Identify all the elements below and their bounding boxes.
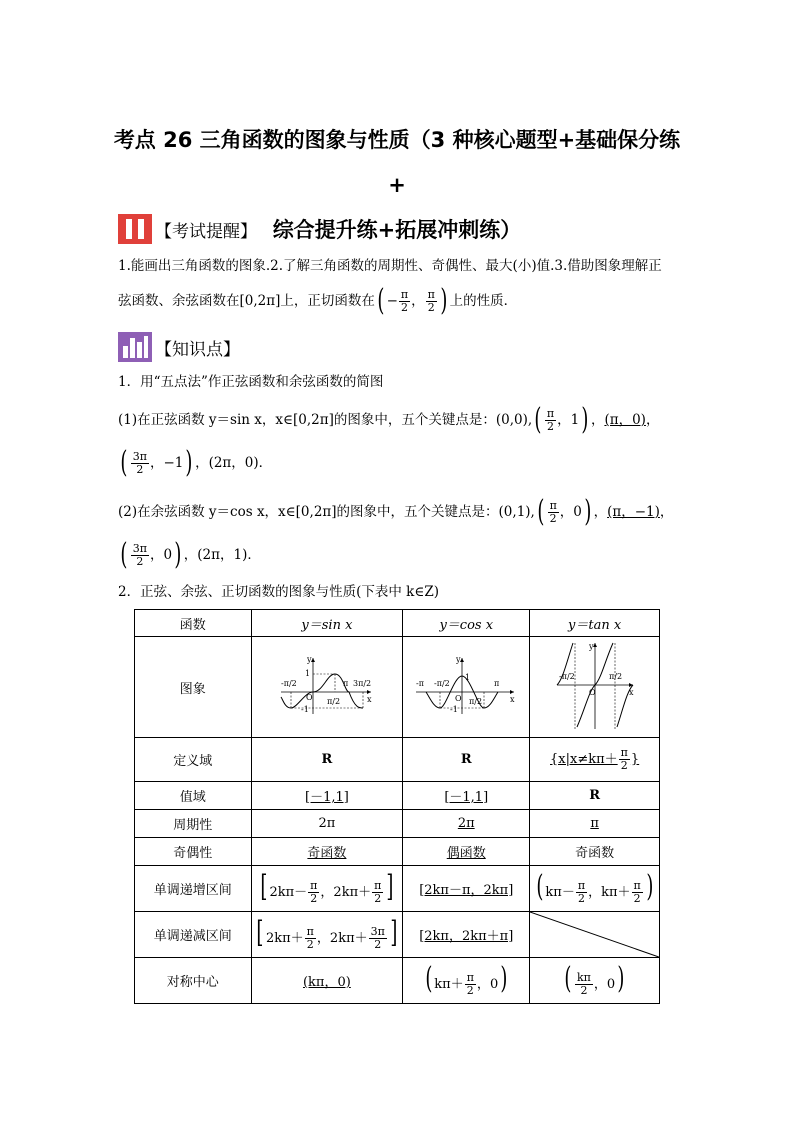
svg-text:x: x	[628, 688, 634, 697]
svg-text:π: π	[342, 679, 349, 688]
tan-increasing-cell: ( kπ－ $\frac{\pi}{2}$ ，kπ＋ $\frac{\pi}{2}$ )	[530, 866, 660, 912]
svg-text:-π/2: -π/2	[434, 679, 450, 688]
tan-symmetry-cell: ( $\frac{k\pi}{2}$ ，0)	[530, 958, 660, 1004]
knowledge-item-1: 1．用“五点法”作正弦函数和余弦函数的简图	[118, 374, 384, 390]
table-row-period: 周期性 2π 2π π	[135, 810, 660, 838]
tan-domain-cell: {x|x≠kπ＋ $\frac{\pi}{2}$ }	[530, 738, 660, 782]
sin-key-points-line-2: ( $\frac{3\pi}{2}$ ， −1 ) ，(2π，0)．	[120, 445, 273, 480]
svg-text:O: O	[588, 688, 596, 697]
header-cell-cos: y＝cos x	[403, 610, 530, 637]
title-line-1: 考点 26 三角函数的图象与性质（3 种核心题型+基础保分练+	[113, 128, 681, 197]
pause-bars-icon	[118, 214, 152, 244]
svg-text:π: π	[494, 679, 500, 688]
diagonal-line	[530, 912, 659, 957]
sin-decreasing-cell: [ 2kπ＋ $\frac{\pi}{2}$ ，2kπ＋ $\frac{3\pi}{2}$ ]	[251, 912, 403, 958]
title-line-2: 综合提升练+拓展冲刺练）	[272, 218, 522, 242]
header-cell-tan: y＝tan x	[530, 610, 660, 637]
svg-text:-π: -π	[416, 679, 425, 688]
svg-text:-π/2: -π/2	[558, 672, 575, 681]
cos-graph-cell	[403, 637, 530, 738]
graph-row-label: 图象	[135, 637, 252, 738]
table-row-symmetry: 对称中心 (kπ，0) ( kπ＋ $\frac{\pi}{2}$ ，0) ( $\frac{k\pi}{2}$ ，0)	[135, 958, 660, 1004]
sin-graph	[277, 652, 377, 718]
svg-text:π/2: π/2	[608, 672, 622, 681]
svg-text:x: x	[510, 695, 515, 704]
cos-key-points-line-2: ( $\frac{3\pi}{2}$ ， 0 ) ，(2π，1)．	[120, 537, 261, 572]
cos-graph	[414, 652, 518, 718]
svg-text:x: x	[366, 695, 372, 704]
svg-text:-1: -1	[300, 705, 309, 714]
table-header-row	[135, 610, 660, 637]
knowledge-item-2: 2．正弦、余弦、正切函数的图象与性质(下表中 k∈Z)	[118, 584, 439, 600]
header-cell-function: 函数	[135, 610, 252, 637]
svg-text:y: y	[588, 642, 594, 651]
table-row-increasing: 单调递增区间 [ 2kπ－ $\frac{\pi}{2}$ ，2kπ＋ $\frac{\pi}{2}$ ] [2kπ－π，2kπ] ( kπ－ $\frac{\pi}{2}$ ，kπ＋ $\frac{\pi}{2}$ )	[135, 866, 660, 912]
svg-text:1: 1	[304, 669, 310, 678]
exam-reminder-line-1: 1.能画出三角函数的图象.2.了解三角函数的周期性、奇偶性、最大(小)值.3.借助图象理解正	[118, 258, 662, 274]
svg-text:y: y	[456, 655, 461, 664]
exam-reminder-line-2: 弦函数、余弦函数在[0,2π]上，正切函数在 ( − $\frac{\pi}{2}$ ， $\frac{\pi}{2}$ ) 上的性质．	[118, 283, 518, 318]
svg-text:3π/2: 3π/2	[352, 679, 372, 688]
empty-diagonal-cell	[530, 912, 660, 958]
sin-graph-cell	[251, 637, 403, 738]
bar-chart-icon	[118, 332, 152, 362]
svg-text:-1: -1	[450, 705, 459, 714]
cos-symmetry-cell: ( kπ＋ $\frac{\pi}{2}$ ，0)	[403, 958, 530, 1004]
svg-text:π/2: π/2	[469, 697, 483, 706]
knowledge-header	[118, 332, 240, 362]
table-row-domain: 定义域 R R {x|x≠kπ＋ $\frac{\pi}{2}$ }	[135, 738, 660, 782]
trig-properties-table	[134, 609, 660, 1004]
exam-reminder-header	[118, 214, 257, 244]
svg-text:O: O	[305, 693, 313, 702]
svg-text:1: 1	[465, 673, 471, 682]
cos-key-points-line: (2)在余弦函数 y＝cos x，x∈[0,2π]的图象中，五个关键点是：(0,1), ( $\frac{\pi}{2}$ ， 0 ) ， (π，−1) ，	[118, 494, 674, 529]
table-row-decreasing: 单调递减区间 [ 2kπ＋ $\frac{\pi}{2}$ ，2kπ＋ $\frac{3\pi}{2}$ ] [2kπ，2kπ＋π]	[135, 912, 660, 958]
svg-text:π/2: π/2	[326, 697, 340, 706]
svg-text:y: y	[306, 655, 312, 664]
table-row-parity: 奇偶性 奇函数 偶函数 奇函数	[135, 838, 660, 866]
sin-key-points-line: (1)在正弦函数 y＝sin x，x∈[0,2π]的图象中，五个关键点是：(0,0), ( $\frac{\pi}{2}$ ， 1 ) ， (π，0) ，	[118, 402, 660, 437]
table-row-range: 值域 [－1,1] [－1,1] R	[135, 782, 660, 810]
knowledge-heading: 【知识点】	[155, 339, 240, 360]
header-cell-sin: y＝sin x	[251, 610, 403, 637]
svg-text:-π/2: -π/2	[280, 679, 297, 688]
exam-reminder-heading: 【考试提醒】	[155, 221, 257, 242]
table-row-graph	[135, 637, 660, 738]
tan-graph-cell	[530, 637, 660, 738]
sin-increasing-cell: [ 2kπ－ $\frac{\pi}{2}$ ，2kπ＋ $\frac{\pi}{2}$ ]	[251, 866, 403, 912]
svg-text:O: O	[455, 694, 462, 703]
tan-graph	[553, 639, 637, 731]
